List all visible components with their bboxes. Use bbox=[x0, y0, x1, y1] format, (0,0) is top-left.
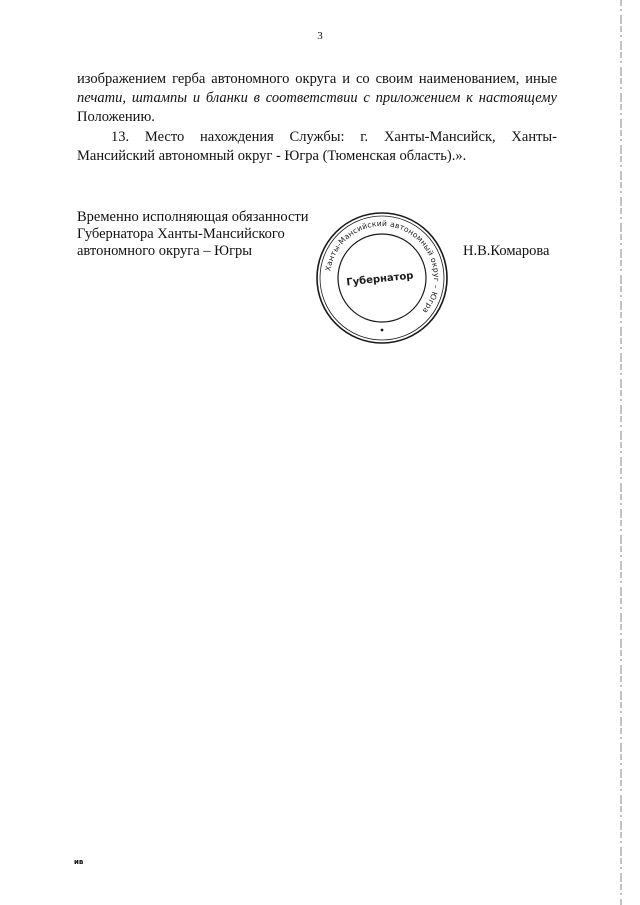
paragraph-location bbox=[77, 128, 557, 166]
paragraph-line: Положению. bbox=[77, 109, 155, 125]
paragraph-line: Мансийский автономный округ - Югра (Тюменская область).». bbox=[77, 148, 467, 164]
seal-ring-text: Ханты-Мансийский автономный округ – Югра bbox=[323, 218, 442, 316]
page-number: 3 bbox=[317, 30, 323, 42]
paragraph-seals bbox=[77, 70, 557, 127]
seal-center-text: Губернатор bbox=[345, 270, 414, 289]
seal-dot bbox=[381, 329, 384, 332]
governor-seal-stamp bbox=[312, 208, 452, 348]
paragraph-line: 13. Место нахождения Службы: г. Ханты-Мансийск, Ханты- bbox=[111, 129, 557, 145]
position-line: автономного округа – Югры bbox=[77, 243, 253, 259]
signatory-position bbox=[77, 209, 309, 260]
scan-edge-artifact bbox=[619, 0, 623, 905]
svg-text:Ханты-Мансийский автономный ок bbox=[323, 219, 441, 315]
signatory-name: Н.В.Комарова bbox=[463, 243, 550, 259]
position-line: Временно исполняющая обязанности bbox=[77, 209, 309, 225]
paragraph-line: изображением герба автономного округа и со своим наименованием, иные bbox=[77, 71, 557, 87]
executor-mark: ив bbox=[74, 858, 84, 866]
position-line: Губернатора Ханты-Мансийского bbox=[77, 226, 285, 242]
paragraph-line: печати, штампы и бланки в соответствии с приложением к настоящему bbox=[77, 90, 557, 106]
